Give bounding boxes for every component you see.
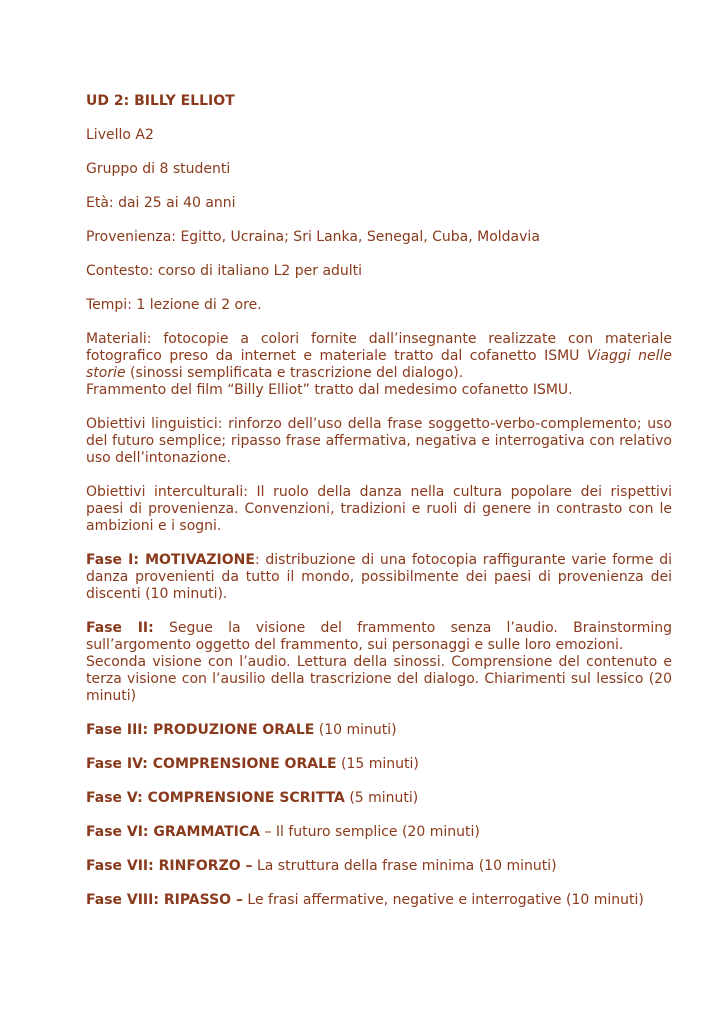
fase-2-body: Segue la visione del frammento senza l’audio. Brainstorming sull’argomento oggetto del frammento, sui personaggi e sulle loro emozioni. bbox=[86, 620, 672, 653]
fase-3-head: Fase III: PRODUZIONE ORALE bbox=[86, 722, 315, 738]
fase-1-body: : distribuzione di una fotocopia raffigurante varie forme di danza provenienti da tutto il mondo, possibilmente dei paesi di provenienza dei discenti (10 minuti). bbox=[86, 552, 672, 602]
tempi-line: Tempi: 1 lezione di 2 ore. bbox=[86, 297, 262, 313]
fase-1 bbox=[86, 552, 672, 603]
fase-8-body: Le frasi affermative, negative e interrogative (10 minuti) bbox=[242, 892, 644, 908]
fase-4-body: (15 minuti) bbox=[336, 756, 419, 772]
fase-8 bbox=[86, 892, 672, 909]
fase-2 bbox=[86, 620, 672, 705]
obiettivi-interculturali: Obiettivi interculturali: Il ruolo della danza nella cultura popolare dei rispettivi paesi di provenienza. Convenzioni, tradizioni e ruoli di genere in contrasto con le ambizioni e i sogni. bbox=[86, 484, 672, 534]
fase-6-head: Fase VI: GRAMMATICA bbox=[86, 824, 260, 840]
eta-line: Età: dai 25 ai 40 anni bbox=[86, 195, 236, 211]
materiali-paragraph bbox=[86, 331, 672, 399]
fase-7-head: Fase VII: RINFORZO – bbox=[86, 858, 253, 874]
gruppo-line: Gruppo di 8 studenti bbox=[86, 161, 231, 177]
materiali-italic-title: Viaggi nelle storie bbox=[86, 348, 672, 381]
materiali-text-after: (sinossi semplificata e trascrizione del dialogo). bbox=[125, 365, 464, 381]
livello-line: Livello A2 bbox=[86, 127, 154, 143]
fase-3-body: (10 minuti) bbox=[314, 722, 397, 738]
fase-4 bbox=[86, 756, 672, 773]
fase-5-body: (5 minuti) bbox=[344, 790, 419, 806]
fase-7-body: La struttura della frase minima (10 minuti) bbox=[252, 858, 557, 874]
fase-2-line2: Seconda visione con l’audio. Lettura della sinossi. Comprensione del contenuto e terza visione con l’ausilio della trascrizione del dialogo. Chiarimenti sul lessico (20 minuti) bbox=[86, 654, 672, 704]
contesto-line: Contesto: corso di italiano L2 per adulti bbox=[86, 263, 363, 279]
fase-3 bbox=[86, 722, 672, 739]
provenienza-line: Provenienza: Egitto, Ucraina; Sri Lanka, Senegal, Cuba, Moldavia bbox=[86, 229, 540, 245]
fase-6-body: – Il futuro semplice (20 minuti) bbox=[260, 824, 480, 840]
document-page bbox=[86, 93, 672, 926]
fase-1-head: Fase I: MOTIVAZIONE bbox=[86, 552, 255, 568]
fase-5 bbox=[86, 790, 672, 807]
fase-4-head: Fase IV: COMPRENSIONE ORALE bbox=[86, 756, 337, 772]
fase-6 bbox=[86, 824, 672, 841]
fase-2-head: Fase II: bbox=[86, 620, 154, 636]
fase-7 bbox=[86, 858, 672, 875]
fase-8-head: Fase VIII: RIPASSO – bbox=[86, 892, 243, 908]
fase-5-head: Fase V: COMPRENSIONE SCRITTA bbox=[86, 790, 345, 806]
obiettivi-linguistici: Obiettivi linguistici: rinforzo dell’uso della frase soggetto-verbo-complemento; uso del futuro semplice; ripasso frase affermativa, negativa e interrogativa con relativo uso dell’intonazione. bbox=[86, 416, 672, 466]
materiali-line2: Frammento del film “Billy Elliot” tratto dal medesimo cofanetto ISMU. bbox=[86, 382, 573, 398]
document-title: UD 2: BILLY ELLIOT bbox=[86, 93, 235, 109]
materiali-text: Materiali: fotocopie a colori fornite dall’insegnante realizzate con materiale fotografico preso da internet e materiale tratto dal cofanetto ISMU bbox=[86, 331, 672, 364]
